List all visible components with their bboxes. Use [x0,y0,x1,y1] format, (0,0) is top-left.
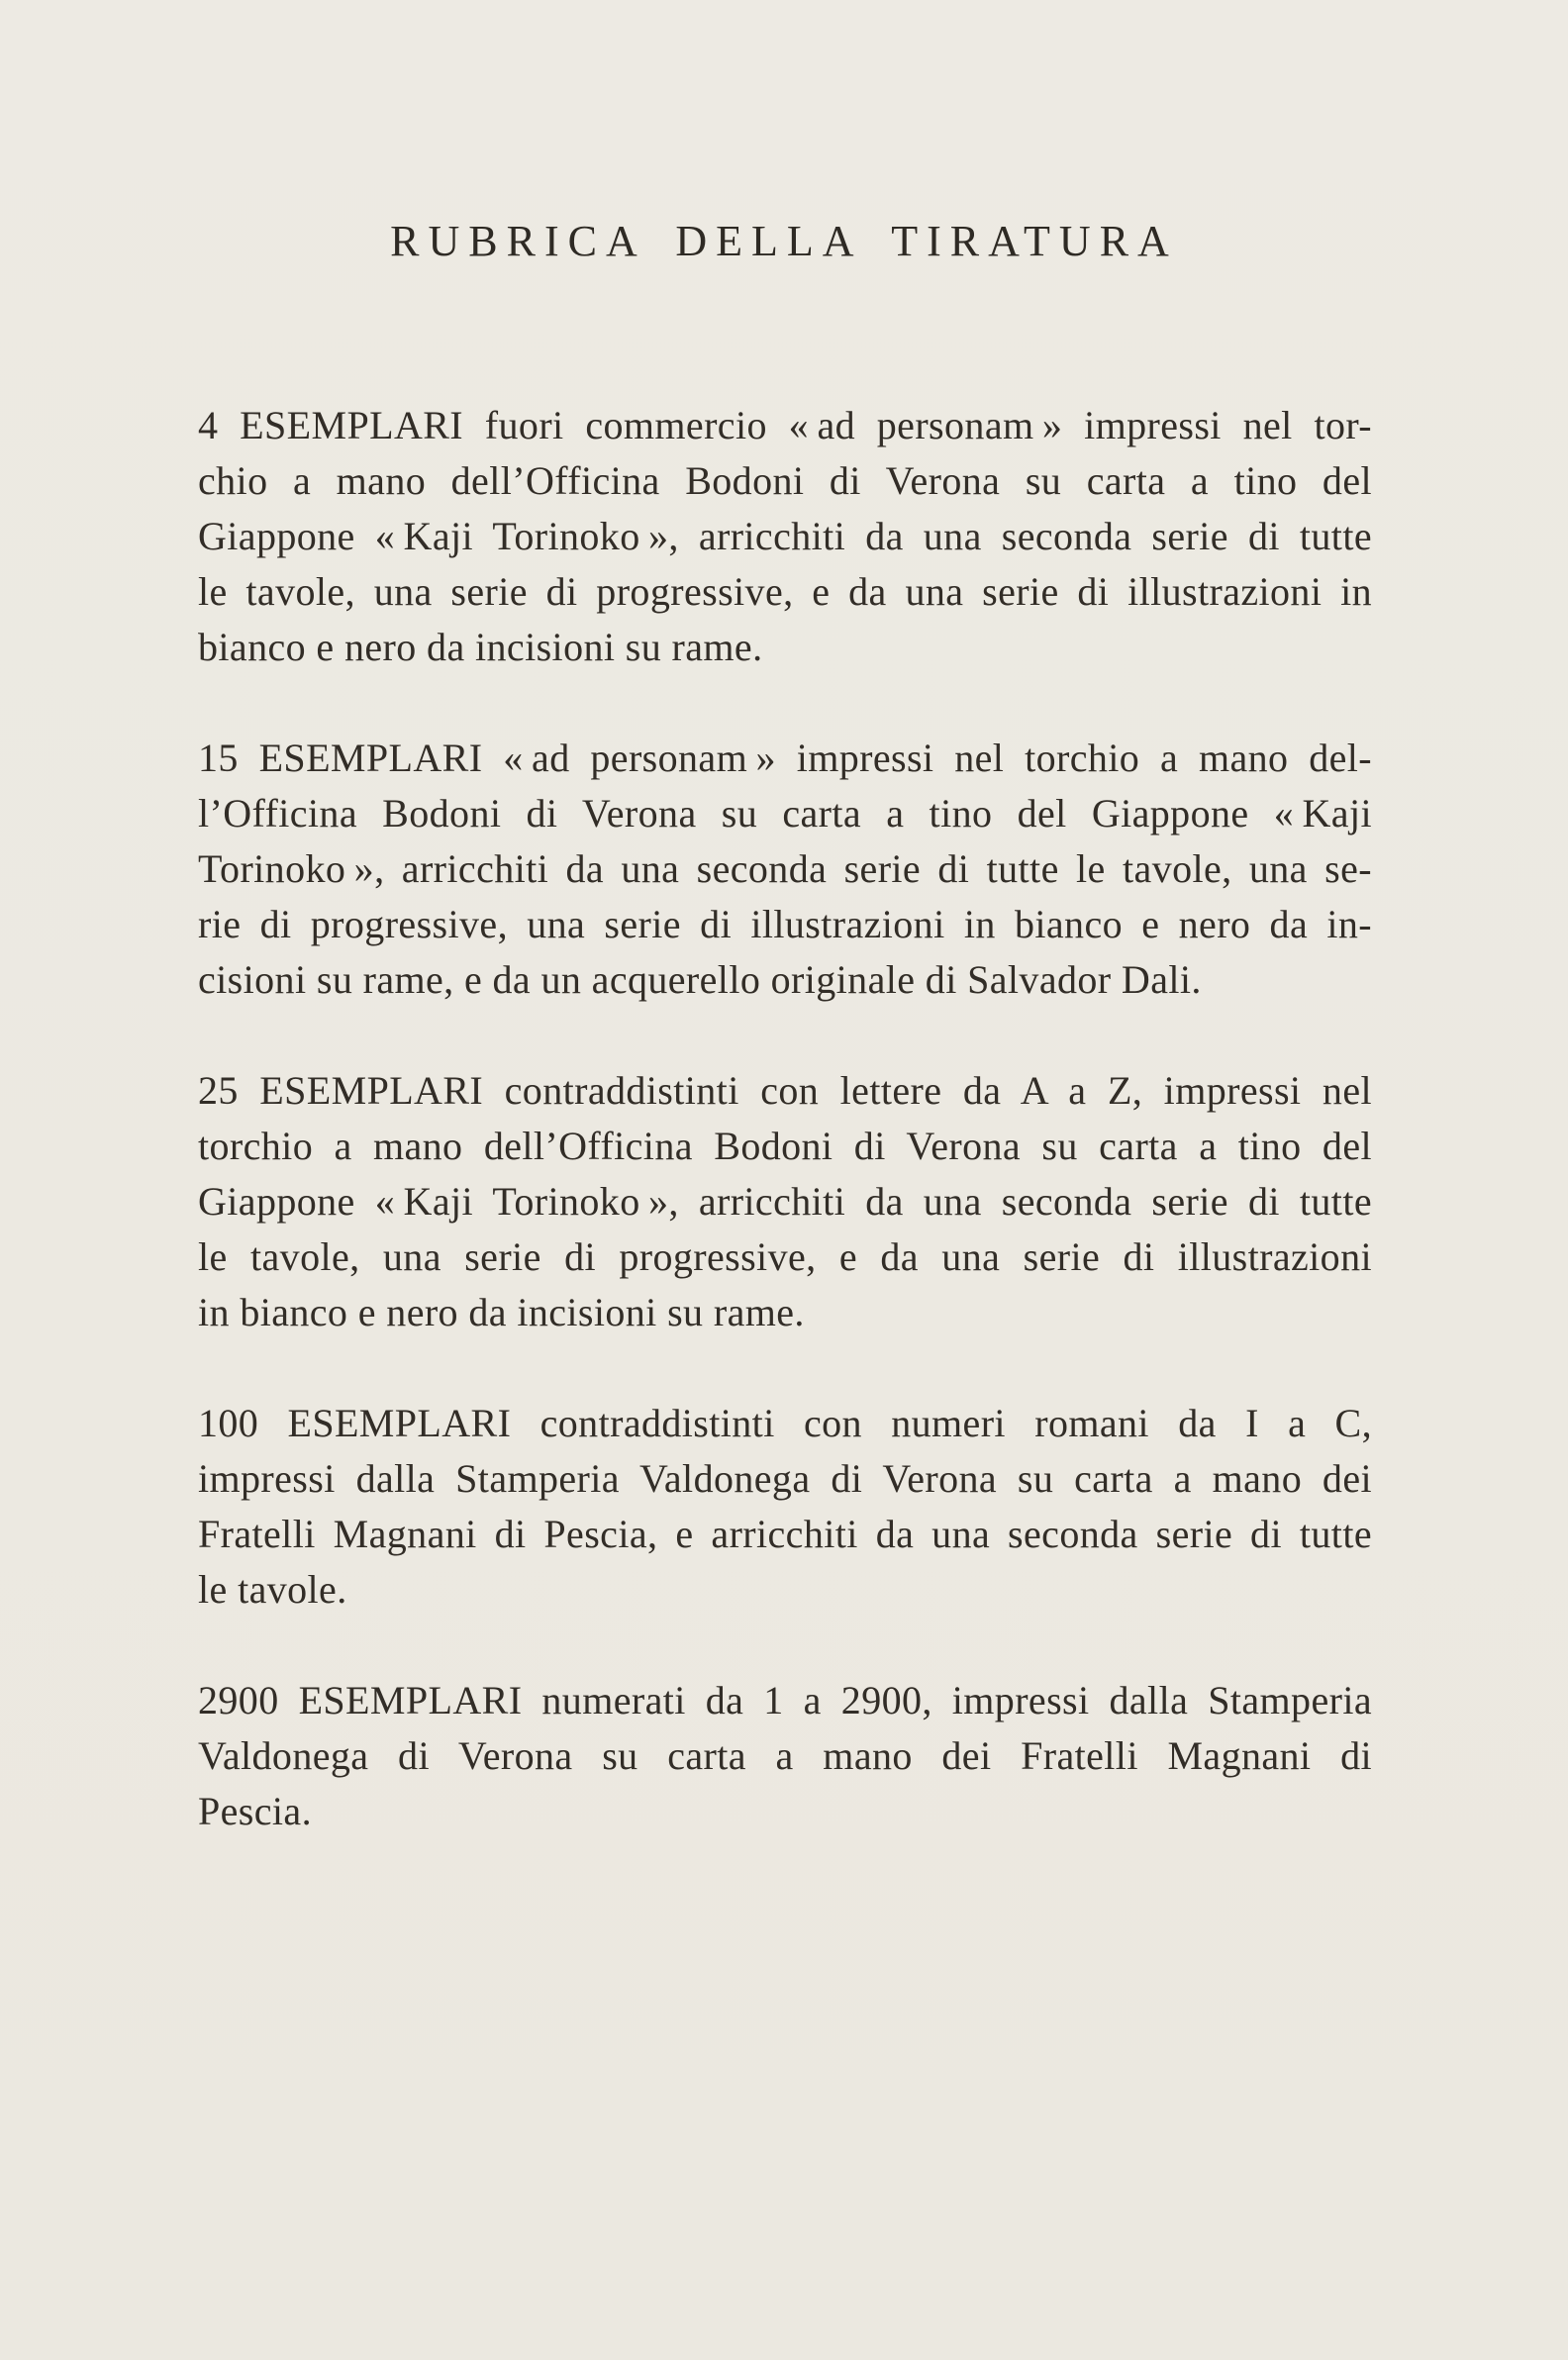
colophon-text-block [198,398,1372,1895]
page-title: RUBRICA DELLA TIRATURA [390,217,1178,265]
text-line: 2900 ESEMPLARI numerati da 1 a 2900, impressi dalla Stamperia [198,1678,1372,1722]
text-line: Torinoko », arricchiti da una seconda serie di tutte le tavole, una se- [198,846,1372,891]
paragraph-2900-esemplari [198,1673,1372,1839]
text-line: Fratelli Magnani di Pescia, e arricchiti da una seconda serie di tutte [198,1512,1372,1556]
text-line: torchio a mano dell’Officina Bodoni di Verona su carta a tino del [198,1124,1372,1168]
text-line: Pescia. [198,1789,312,1833]
paragraph-25-esemplari [198,1063,1372,1340]
text-line: 100 ESEMPLARI contraddistinti con numeri romani da I a C, [198,1401,1372,1445]
paragraph-15-esemplari [198,731,1372,1008]
text-line: rie di progressive, una serie di illustrazioni in bianco e nero da in- [198,902,1372,946]
text-line: cisioni su rame, e da un acquerello originale di Salvador Dali. [198,957,1202,1002]
text-line: le tavole, una serie di progressive, e da una serie di illustrazioni [198,1234,1372,1279]
text-line: 15 ESEMPLARI « ad personam » impressi nel torchio a mano del- [198,736,1372,780]
paragraph-100-esemplari [198,1396,1372,1618]
text-line: 4 ESEMPLARI fuori commercio « ad personam » impressi nel tor- [198,403,1372,447]
text-line: le tavole, una serie di progressive, e da una serie di illustrazioni in [198,569,1372,614]
paragraph-4-esemplari [198,398,1372,675]
text-line: le tavole. [198,1567,347,1612]
text-line: in bianco e nero da incisioni su rame. [198,1290,805,1334]
text-line: chio a mano dell’Officina Bodoni di Verona su carta a tino del [198,458,1372,503]
text-line: Giappone « Kaji Torinoko », arricchiti da una seconda serie di tutte [198,1179,1372,1224]
text-line: impressi dalla Stamperia Valdonega di Verona su carta a mano dei [198,1456,1372,1501]
text-line: l’Officina Bodoni di Verona su carta a tino del Giappone « Kaji [198,791,1372,836]
text-line: bianco e nero da incisioni su rame. [198,625,763,669]
text-line: Valdonega di Verona su carta a mano dei Fratelli Magnani di [198,1733,1372,1778]
text-line: 25 ESEMPLARI contraddistinti con lettere da A a Z, impressi nel [198,1068,1372,1113]
text-line: Giappone « Kaji Torinoko », arricchiti da una seconda serie di tutte [198,514,1372,558]
